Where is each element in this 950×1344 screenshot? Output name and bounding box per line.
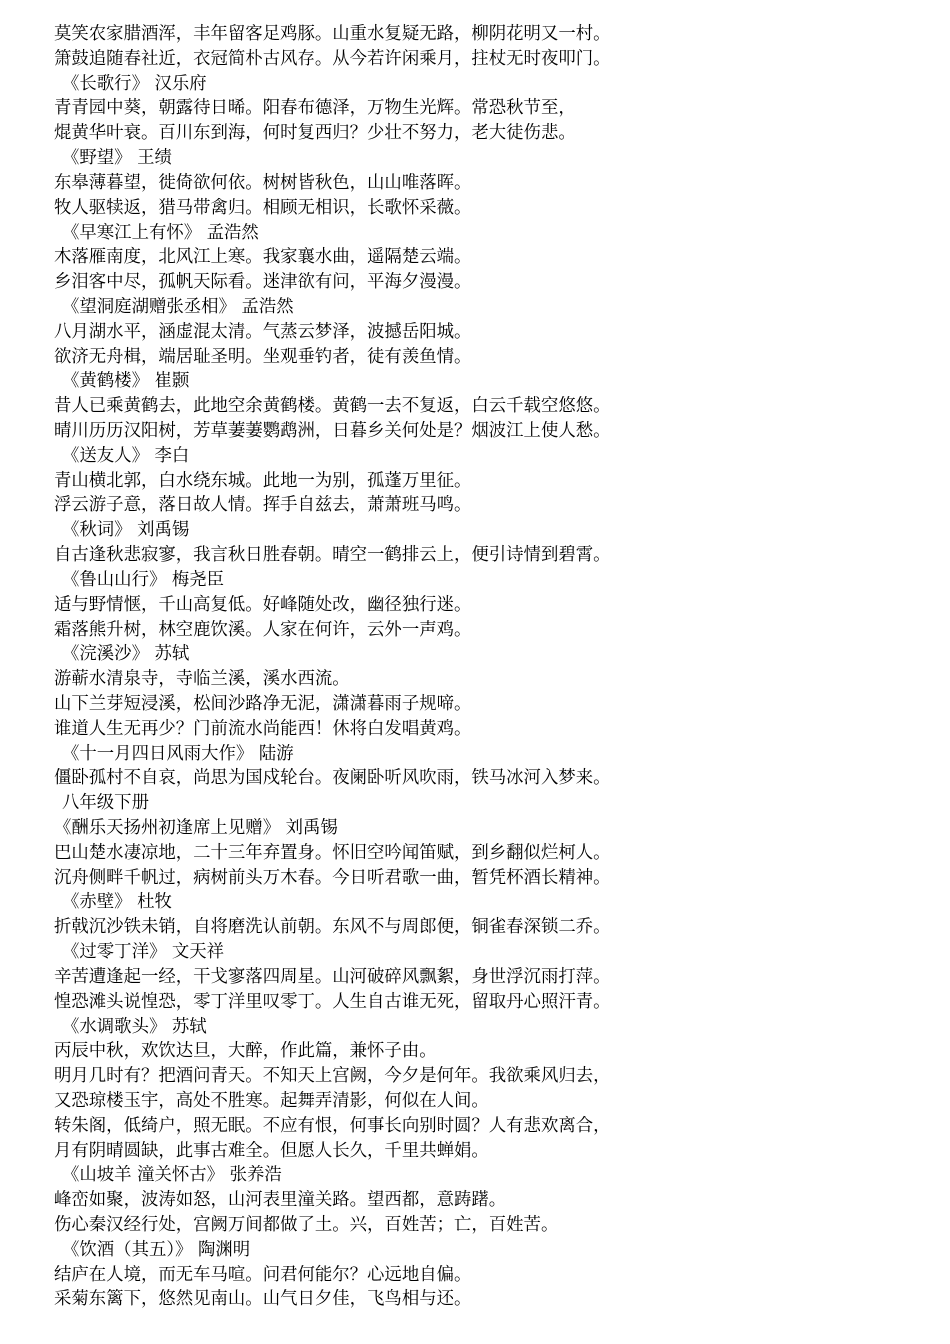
poem-line: 箫鼓追随春社近，衣冠简朴古风存。从今若许闲乘月，拄杖无时夜叩门。 [54, 48, 611, 69]
section-heading: 八年级下册 [62, 793, 149, 814]
poem-title: 《浣溪沙》 苏轼 [62, 644, 190, 665]
poem-line: 八月湖水平，涵虚混太清。气蒸云梦泽，波撼岳阳城。 [54, 321, 472, 342]
poem-title: 《山坡羊 潼关怀古》 张养浩 [62, 1165, 282, 1186]
poem-line: 浮云游子意，落日故人情。挥手自兹去，萧萧班马鸣。 [54, 495, 472, 516]
poem-title: 《秋词》 刘禹锡 [62, 520, 190, 541]
poem-title: 《黄鹤楼》 崔颢 [62, 371, 190, 392]
poem-line: 木落雁南度，北风江上寒。我家襄水曲，遥隔楚云端。 [54, 247, 472, 268]
poem-title: 《十一月四日风雨大作》 陆游 [62, 743, 294, 764]
poem-line: 折戟沉沙铁未销，自将磨洗认前朝。东风不与周郎便，铜雀春深锁二乔。 [54, 917, 611, 938]
poem-line: 丙辰中秋，欢饮达旦，大醉，作此篇，兼怀子由。 [54, 1041, 437, 1062]
poem-title: 《鲁山山行》 梅尧臣 [62, 569, 225, 590]
poem-title: 《早寒江上有怀》 孟浩然 [62, 222, 259, 243]
poem-line: 峰峦如聚，波涛如怒，山河表里潼关路。望西都，意踌躇。 [54, 1190, 507, 1211]
poem-title: 《过零丁洋》 文天祥 [62, 942, 225, 963]
poem-line: 青山横北郭，白水绕东城。此地一为别，孤蓬万里征。 [54, 470, 472, 491]
poem-line: 山下兰芽短浸溪，松间沙路净无泥，潇潇暮雨子规啼。 [54, 693, 472, 714]
poem-title: 《送友人》 李白 [62, 445, 190, 466]
poem-title: 《饮酒（其五）》 陶渊明 [62, 1239, 251, 1260]
poem-line: 巴山楚水凄凉地，二十三年弃置身。怀旧空吟闻笛赋，到乡翻似烂柯人。 [54, 842, 611, 863]
poem-line: 结庐在人境，而无车马喧。问君何能尔？心远地自偏。 [54, 1264, 472, 1285]
poem-line: 僵卧孤村不自哀，尚思为国戍轮台。夜阑卧听风吹雨，铁马冰河入梦来。 [54, 768, 611, 789]
poem-line: 霜落熊升树，林空鹿饮溪。人家在何许，云外一声鸡。 [54, 619, 472, 640]
poem-title: 《野望》 王绩 [62, 148, 172, 169]
poem-line: 转朱阁，低绮户，照无眠。不应有恨，何事长向别时圆？人有悲欢离合， [54, 1115, 611, 1136]
document-body [54, 22, 934, 1312]
poem-line: 乡泪客中尽，孤帆天际看。迷津欲有问，平海夕漫漫。 [54, 272, 472, 293]
poem-line: 伤心秦汉经行处，宫阙万间都做了土。兴，百姓苦；亡，百姓苦。 [54, 1215, 559, 1235]
poem-line: 自古逢秋悲寂寥，我言秋日胜春朝。晴空一鹤排云上，便引诗情到碧霄。 [54, 545, 611, 566]
poem-line: 月有阴晴圆缺，此事古难全。但愿人长久，千里共蝉娟。 [54, 1140, 489, 1161]
poem-line: 焜黄华叶衰。百川东到海，何时复西归？少壮不努力，老大徒伤悲。 [54, 123, 576, 144]
poem-line: 明月几时有？把酒问青天。不知天上宫阙，今夕是何年。我欲乘风归去， [54, 1066, 611, 1087]
poem-title: 《酬乐天扬州初逢席上见赠》 刘禹锡 [54, 818, 338, 838]
poem-line: 游蕲水清泉寺，寺临兰溪，溪水西流。 [54, 669, 350, 690]
poem-line: 辛苦遭逢起一经，干戈寥落四周星。山河破碎风飘絮，身世浮沉雨打萍。 [54, 966, 611, 987]
poem-line: 沉舟侧畔千帆过，病树前头万木春。今日听君歌一曲，暂凭杯酒长精神。 [54, 867, 611, 888]
poem-line: 欲济无舟楫，端居耻圣明。坐观垂钓者，徒有羡鱼情。 [54, 346, 472, 367]
poem-line: 青青园中葵，朝露待日晞。阳春布德泽，万物生光辉。常恐秋节至， [54, 98, 576, 119]
poem-title: 《长歌行》 汉乐府 [62, 73, 207, 94]
poem-line: 采菊东篱下，悠然见南山。山气日夕佳，飞鸟相与还。 [54, 1289, 472, 1310]
poem-line: 又恐琼楼玉宇，高处不胜寒。起舞弄清影，何似在人间。 [54, 1090, 489, 1111]
poem-line: 适与野情惬，千山高复低。好峰随处改，幽径独行迷。 [54, 594, 472, 615]
poem-line: 东皋薄暮望，徙倚欲何依。树树皆秋色，山山唯落晖。 [54, 172, 472, 193]
poem-title: 《水调歌头》 苏轼 [62, 1016, 207, 1037]
poem-line: 莫笑农家腊酒浑，丰年留客足鸡豚。山重水复疑无路，柳阴花明又一村。 [54, 24, 611, 44]
poem-line: 昔人已乘黄鹤去，此地空余黄鹤楼。黄鹤一去不复返，白云千载空悠悠。 [54, 396, 611, 417]
poem-line: 牧人驱犊返，猎马带禽归。相顾无相识，长歌怀采薇。 [54, 197, 472, 218]
poem-line: 谁道人生无再少？门前流水尚能西！休将白发唱黄鸡。 [54, 718, 472, 739]
poem-line: 晴川历历汉阳树，芳草萋萋鹦鹉洲，日暮乡关何处是？烟波江上使人愁。 [54, 421, 611, 441]
poem-title: 《望洞庭湖赠张丞相》 孟浩然 [62, 296, 294, 317]
poem-line: 惶恐滩头说惶恐，零丁洋里叹零丁。人生自古谁无死，留取丹心照汗青。 [54, 991, 611, 1012]
poem-title: 《赤壁》 杜牧 [62, 892, 172, 913]
